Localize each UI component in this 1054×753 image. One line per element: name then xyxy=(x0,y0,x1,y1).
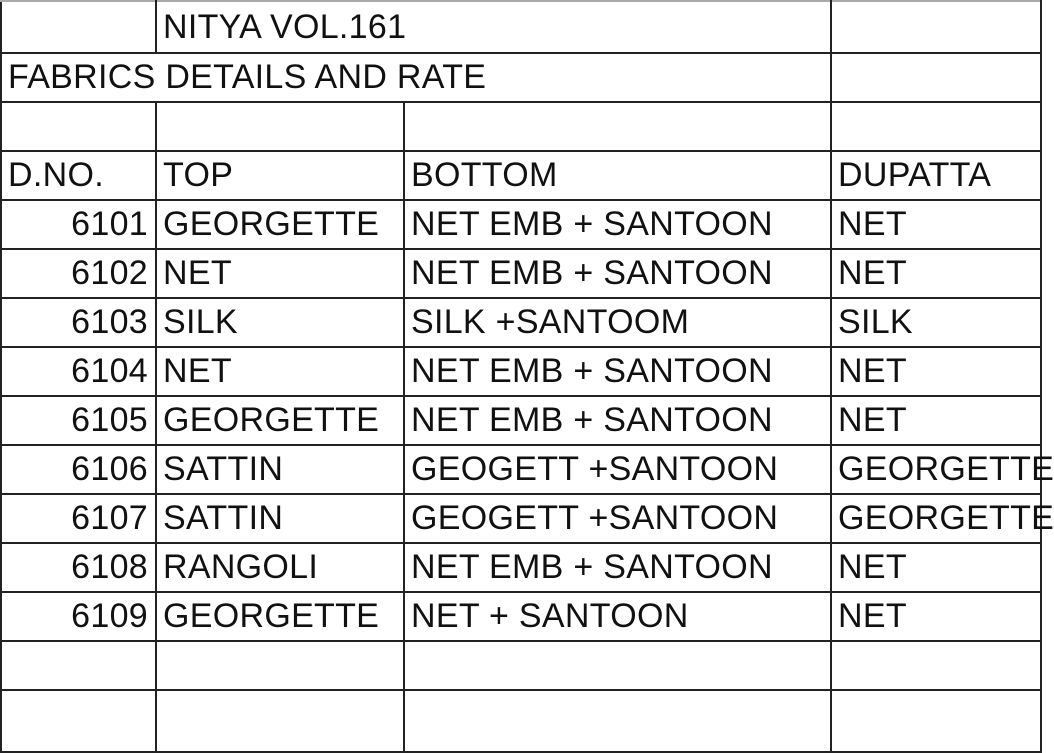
empty-cell[interactable] xyxy=(831,53,1041,102)
table-row xyxy=(1,592,1041,641)
cell-bottom[interactable]: NET EMB + SANTOON xyxy=(404,200,831,249)
table-row xyxy=(1,200,1041,249)
title-row xyxy=(1,1,1041,53)
cell-bottom[interactable]: NET + SANTOON xyxy=(404,592,831,641)
cell-top[interactable]: GEORGETTE xyxy=(156,592,404,641)
cell-dupatta[interactable]: NET xyxy=(831,347,1041,396)
cell-dno[interactable]: 6109 xyxy=(1,592,156,641)
empty-cell[interactable] xyxy=(831,690,1041,752)
header-dno[interactable]: D.NO. xyxy=(1,151,156,200)
header-bottom[interactable]: BOTTOM xyxy=(404,151,831,200)
empty-cell[interactable] xyxy=(156,641,404,690)
cell-dno[interactable]: 6106 xyxy=(1,445,156,494)
sheet-body xyxy=(1,1,1054,752)
cell-dupatta[interactable]: GEORGETTE xyxy=(831,494,1041,543)
cell-top[interactable]: NET xyxy=(156,347,404,396)
blank-row xyxy=(1,690,1041,752)
cell-dno[interactable]: 6102 xyxy=(1,249,156,298)
table-row xyxy=(1,494,1041,543)
empty-cell[interactable] xyxy=(404,690,831,752)
subtitle-row xyxy=(1,53,1041,102)
cell-bottom[interactable]: NET EMB + SANTOON xyxy=(404,396,831,445)
cell-top[interactable]: GEORGETTE xyxy=(156,396,404,445)
cell-top[interactable]: SILK xyxy=(156,298,404,347)
cell-dupatta[interactable]: NET xyxy=(831,396,1041,445)
cell-dno[interactable]: 6104 xyxy=(1,347,156,396)
empty-cell[interactable] xyxy=(1,1,156,53)
cell-top[interactable]: RANGOLI xyxy=(156,543,404,592)
cell-bottom[interactable]: GEOGETT +SANTOON xyxy=(404,445,831,494)
table-row xyxy=(1,396,1041,445)
cell-top[interactable]: GEORGETTE xyxy=(156,200,404,249)
cell-bottom[interactable]: NET EMB + SANTOON xyxy=(404,249,831,298)
cell-dupatta[interactable]: NET xyxy=(831,249,1041,298)
cell-dupatta[interactable]: NET xyxy=(831,543,1041,592)
cell-dno[interactable]: 6108 xyxy=(1,543,156,592)
blank-row xyxy=(1,102,1041,151)
empty-cell[interactable] xyxy=(831,102,1041,151)
header-dupatta[interactable]: DUPATTA xyxy=(831,151,1041,200)
cell-bottom[interactable]: GEOGETT +SANTOON xyxy=(404,494,831,543)
cell-dupatta[interactable]: NET xyxy=(831,592,1041,641)
table-row xyxy=(1,298,1041,347)
header-top[interactable]: TOP xyxy=(156,151,404,200)
cell-bottom[interactable]: SILK +SANTOOM xyxy=(404,298,831,347)
empty-cell[interactable] xyxy=(1,690,156,752)
empty-cell[interactable] xyxy=(156,690,404,752)
cell-dno[interactable]: 6107 xyxy=(1,494,156,543)
cell-dupatta[interactable]: NET xyxy=(831,200,1041,249)
empty-cell[interactable] xyxy=(831,641,1041,690)
cell-dno[interactable]: 6101 xyxy=(1,200,156,249)
header-row xyxy=(1,151,1041,200)
table-row xyxy=(1,347,1041,396)
empty-cell[interactable] xyxy=(1,641,156,690)
empty-cell[interactable] xyxy=(404,641,831,690)
table-row xyxy=(1,543,1041,592)
cell-dno[interactable]: 6103 xyxy=(1,298,156,347)
empty-cell[interactable] xyxy=(404,102,831,151)
sheet-title[interactable]: NITYA VOL.161 xyxy=(156,1,831,53)
cell-bottom[interactable]: NET EMB + SANTOON xyxy=(404,543,831,592)
cell-top[interactable]: SATTIN xyxy=(156,494,404,543)
table-row xyxy=(1,445,1041,494)
cell-dupatta[interactable]: SILK xyxy=(831,298,1041,347)
blank-row xyxy=(1,641,1041,690)
empty-cell[interactable] xyxy=(831,1,1041,53)
sheet-subtitle[interactable]: FABRICS DETAILS AND RATE xyxy=(1,53,831,102)
cell-top[interactable]: NET xyxy=(156,249,404,298)
table-row xyxy=(1,249,1041,298)
cell-dupatta[interactable]: GEORGETTE xyxy=(831,445,1041,494)
cell-dno[interactable]: 6105 xyxy=(1,396,156,445)
cell-top[interactable]: SATTIN xyxy=(156,445,404,494)
empty-cell[interactable] xyxy=(1,102,156,151)
empty-cell[interactable] xyxy=(156,102,404,151)
cell-bottom[interactable]: NET EMB + SANTOON xyxy=(404,347,831,396)
